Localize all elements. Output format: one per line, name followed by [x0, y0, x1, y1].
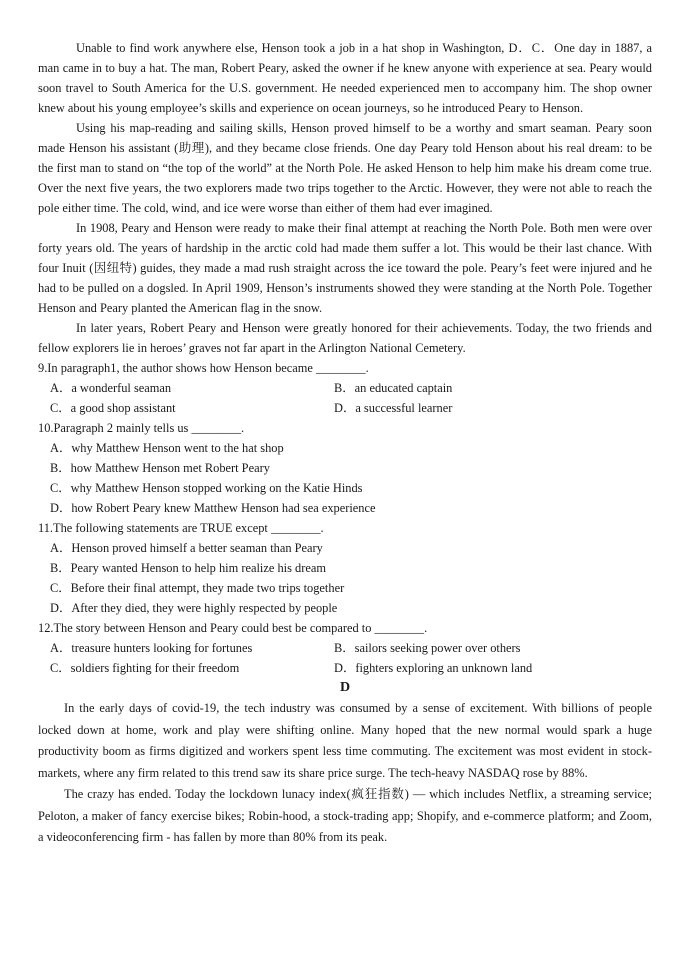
option-c: C．soldiers fighting for their freedom [50, 661, 240, 675]
option-c: C．Before their final attempt, they made two trips together [50, 581, 345, 595]
option-d: D．how Robert Peary knew Matthew Henson had sea experience [50, 501, 376, 515]
option-a: A．why Matthew Henson went to the hat shop [50, 441, 284, 455]
option-c: C．a good shop assistant [50, 401, 176, 415]
section-d-paragraph-2: The crazy has ended. Today the lockdown lunacy index(疯狂指数) — which includes Netflix, a streaming service; Peloton, a maker of fancy exercise bikes; Robin-hood, a stock-trading app; Shopify, and e-commerce platform; and Zoom, a videoconferencing firm - has fallen by more than 80% from its peak. [38, 787, 652, 844]
passage-paragraph-3: In 1908, Peary and Henson were ready to make their final attempt at reaching the North Pole. Both men were over forty years old. The years of hardship in the arctic cold had made them suffer a lot. This would be their last chance. With four Inuit (因纽特) guides, they made a mad rush straight across the ice toward the pole. Peary’s feet were injured and he had to be pulled on a dogsled. In April 1909, Henson’s instruments showed they were standing at the North Pole. Together Henson and Peary planted the American flag in the snow. [38, 221, 652, 315]
option-d: D．fighters exploring an unknown land [334, 661, 533, 675]
options-row [50, 398, 652, 418]
section-d-paragraph-1: In the early days of covid-19, the tech industry was consumed by a sense of excitement. With billions of people locked down at home, work and play were shifting online. Many hoped that the new normal would spark a huge productivity boom as firms digitized and workers spent less time commuting. The excitement was most evident in stock-markets, where any firm related to this trend saw its share price surge. The tech-heavy NASDAQ rose by 88%. [38, 701, 652, 780]
option-b: B．Peary wanted Henson to help him realize his dream [50, 561, 326, 575]
question-stem: 11.The following statements are TRUE except ________. [38, 521, 324, 535]
passage-paragraph-4: In later years, Robert Peary and Henson were greatly honored for their achievements. Today, the two friends and fellow explorers lie in heroes’ graves not far apart in the Arlington National Cemetery. [38, 321, 652, 355]
passage-paragraph-1: Unable to find work anywhere else, Henson took a job in a hat shop in Washington, D．C．One day in 1887, a man came in to buy a hat. The man, Robert Peary, asked the owner if he knew anyone with experience at sea. Peary would soon travel to South America for the U.S. government. He needed experienced men to accompany him. The shop owner knew about his young employee’s skills and experience on ocean journeys, so he introduced Peary to Henson. [38, 41, 652, 115]
option-d: D．After they died, they were highly respected by people [50, 601, 338, 615]
question-11 [38, 518, 652, 618]
question-stem: 10.Paragraph 2 mainly tells us ________. [38, 421, 245, 435]
options-row [50, 638, 652, 658]
option-a: A．Henson proved himself a better seaman than Peary [50, 541, 323, 555]
question-10 [38, 418, 652, 518]
options-row [50, 658, 652, 678]
option-d: D．a successful learner [334, 401, 453, 415]
option-b: B．an educated captain [334, 381, 453, 395]
option-b: B．sailors seeking power over others [334, 641, 521, 655]
question-stem: 12.The story between Henson and Peary could best be compared to ________. [38, 621, 428, 635]
option-a: A．a wonderful seaman [50, 381, 172, 395]
document-page [38, 38, 652, 849]
question-12 [38, 618, 652, 678]
question-stem: 9.In paragraph1, the author shows how Henson became ________. [38, 361, 369, 375]
option-c: C．why Matthew Henson stopped working on the Katie Hinds [50, 481, 363, 495]
option-b: B．how Matthew Henson met Robert Peary [50, 461, 270, 475]
options-row [50, 378, 652, 398]
question-9 [38, 358, 652, 418]
passage-paragraph-2: Using his map-reading and sailing skills, Henson proved himself to be a worthy and smart seaman. Peary soon made Henson his assistant (助理), and they became close friends. One day Peary told Henson about his real dream: to be the first man to stand on “the top of the world” at the North Pole. He asked Henson to help him make his dream come true. Over the next five years, the two explorers made two trips together to the Arctic. However, they were not able to reach the pole either time. The cold, wind, and ice were worse than either of them had ever imagined. [38, 121, 652, 215]
section-heading: D [339, 680, 351, 695]
option-a: A．treasure hunters looking for fortunes [50, 641, 253, 655]
